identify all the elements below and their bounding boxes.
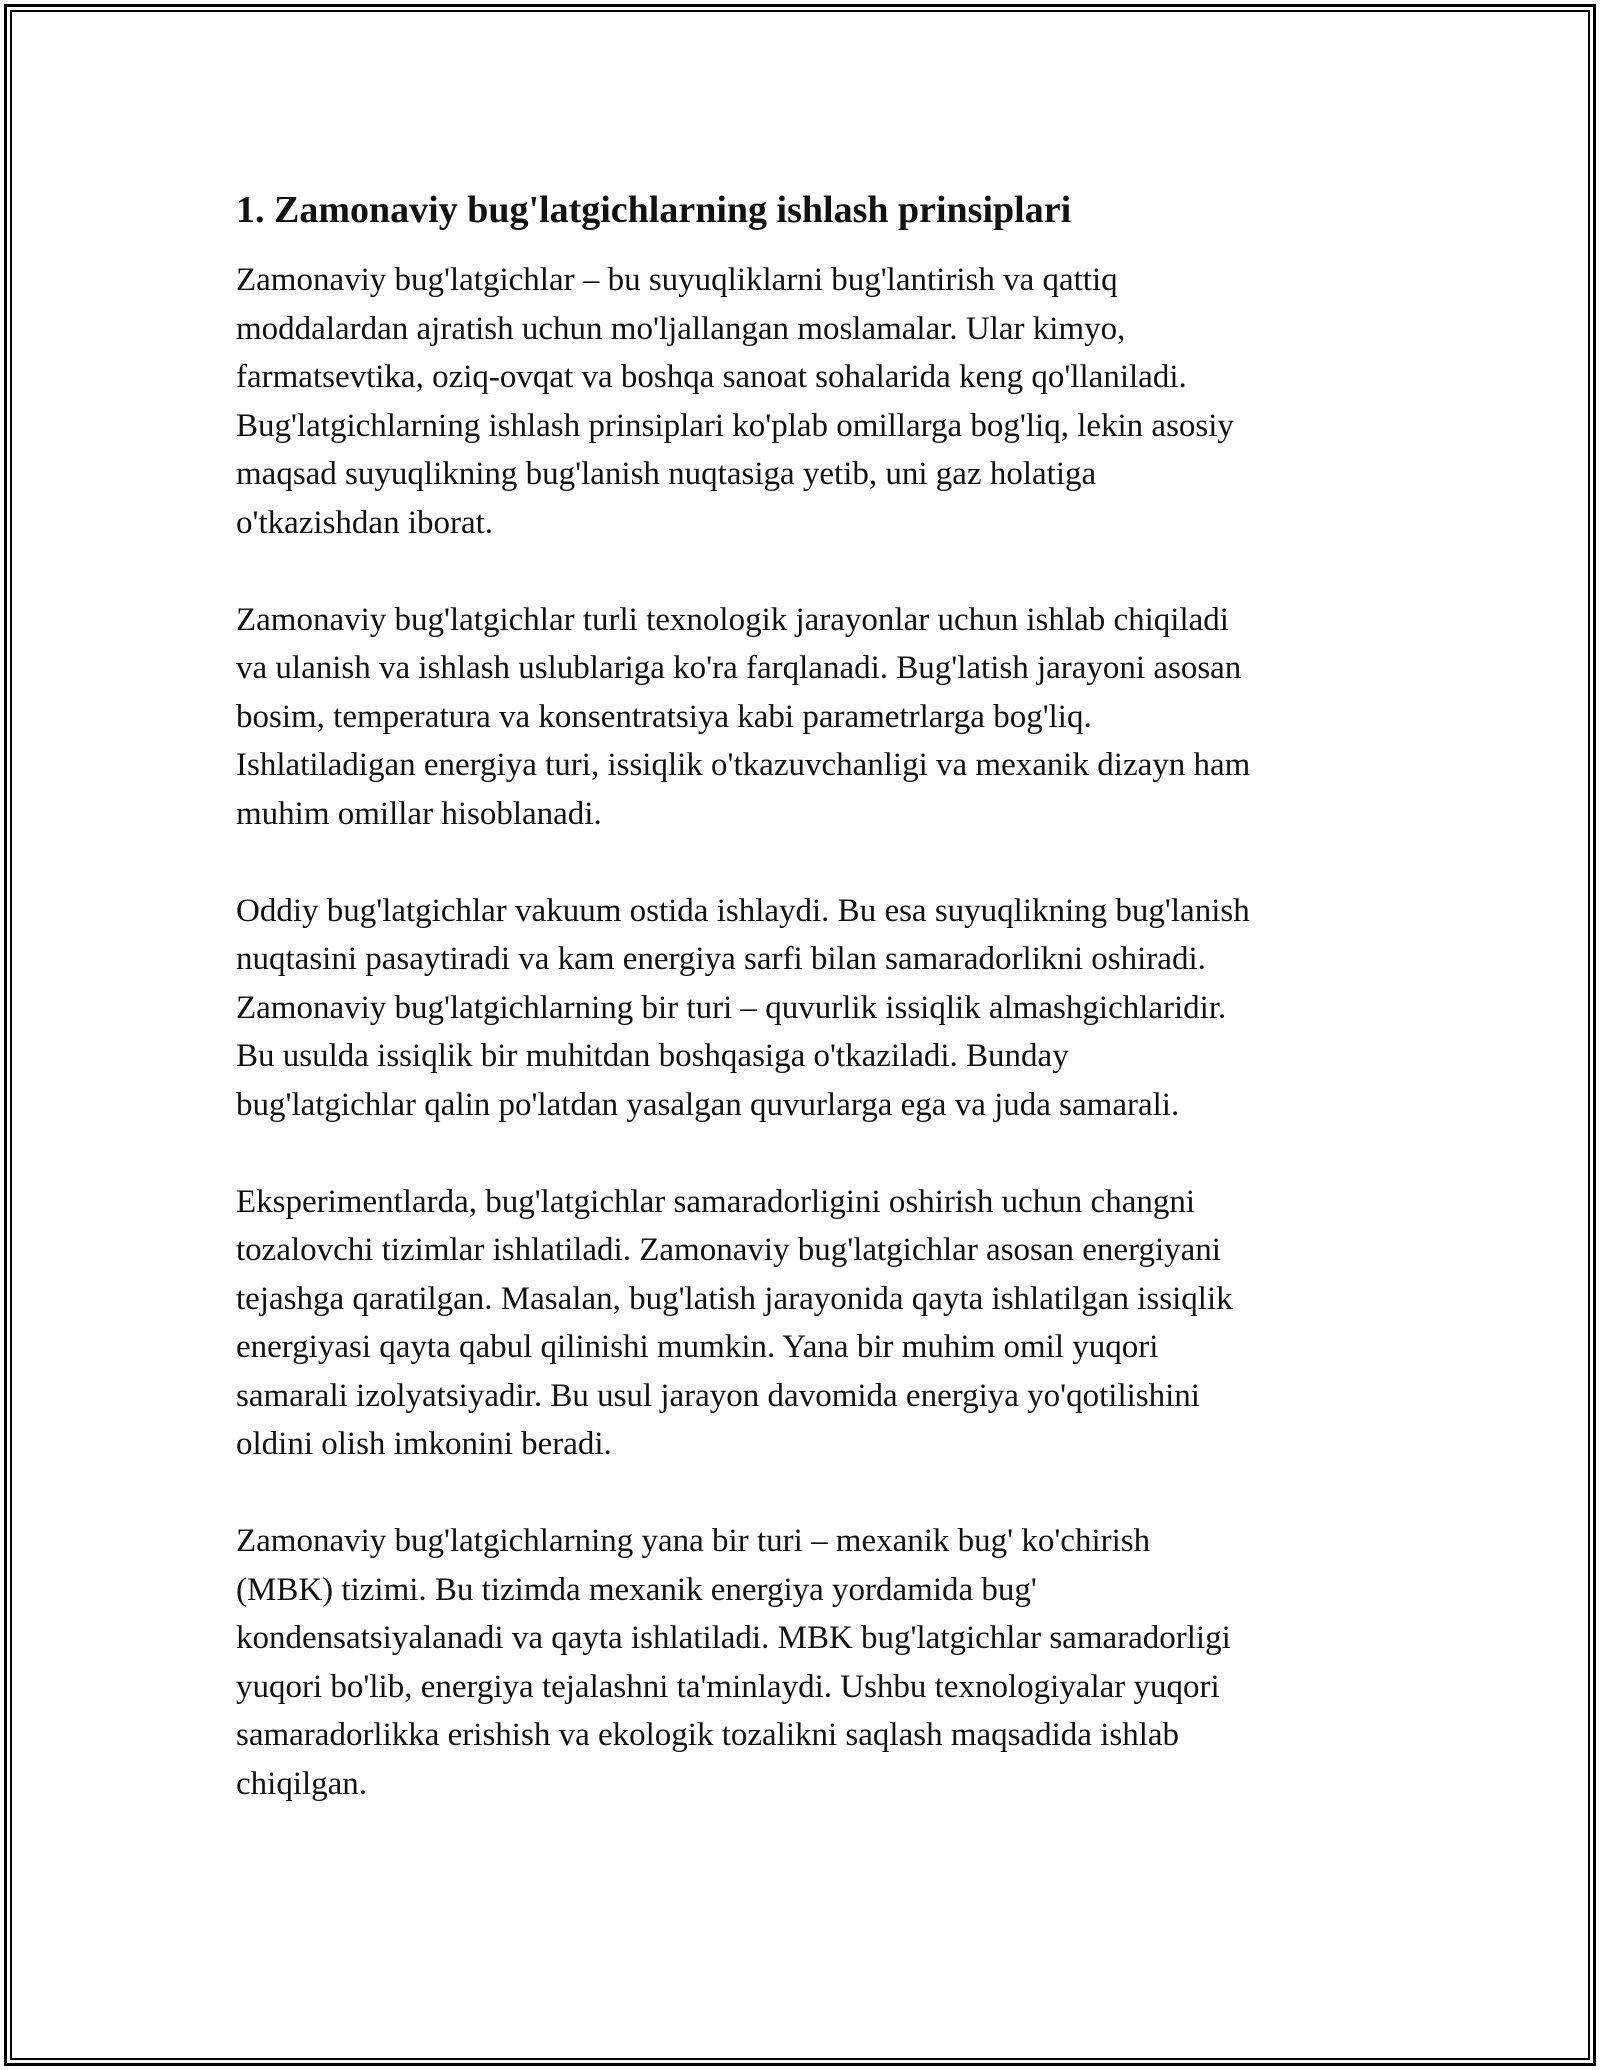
paragraph-line: Zamonaviy bug'latgichlarning yana bir turi – mexanik bug' ko'chirish bbox=[236, 1523, 1151, 1559]
paragraph-line: nuqtasini pasaytiradi va kam energiya sarfi bilan samaradorlikni oshiradi. bbox=[236, 941, 1206, 977]
paragraph-line: kondensatsiyalanadi va qayta ishlatiladi. MBK bug'latgichlar samaradorligi bbox=[236, 1620, 1231, 1656]
paragraph-line: samarali izolyatsiyadir. Bu usul jarayon davomida energiya yo'qotilishini bbox=[236, 1377, 1200, 1414]
paragraph-line: energiyasi qayta qabul qilinishi mumkin. Yana bir muhim omil yuqori bbox=[236, 1329, 1159, 1365]
paragraph-line: tejashga qaratilgan. Masalan, bug'latish jarayonida qayta ishlatilgan issiqlik bbox=[236, 1280, 1233, 1317]
paragraph-line: Ishlatiladigan energiya turi, issiqlik o'tkazuvchanligi va mexanik dizayn ham bbox=[236, 747, 1251, 783]
paragraph bbox=[236, 1178, 1366, 1469]
paragraph bbox=[236, 1517, 1366, 1808]
paragraph-line: muhim omillar hisoblanadi. bbox=[236, 795, 602, 832]
paragraph-line: moddalardan ajratish uchun mo'ljallangan moslamalar. Ular kimyo, bbox=[236, 310, 1126, 347]
paragraph-line: Eksperimentlarda, bug'latgichlar samaradorligini oshirish uchun changni bbox=[236, 1183, 1196, 1220]
paragraph-line: Zamonaviy bug'latgichlar turli texnologik jarayonlar uchun ishlab chiqiladi bbox=[236, 601, 1229, 638]
section-heading: 1. Zamonaviy bug'latgichlarning ishlash prinsiplari bbox=[236, 189, 1072, 231]
paragraph bbox=[236, 887, 1366, 1130]
paragraph-line: Bug'latgichlarning ishlash prinsiplari ko'plab omillarga bog'liq, lekin asosiy bbox=[236, 407, 1234, 444]
paragraph bbox=[236, 596, 1366, 839]
paragraph-line: tozalovchi tizimlar ishlatiladi. Zamonaviy bug'latgichlar asosan energiyani bbox=[236, 1232, 1221, 1268]
paragraph-line: Zamonaviy bug'latgichlar – bu suyuqliklarni bug'lantirish va qattiq bbox=[236, 262, 1118, 298]
paragraph-line: chiqilgan. bbox=[236, 1765, 368, 1802]
paragraph-line: bosim, temperatura va konsentratsiya kabi parametrlarga bog'liq. bbox=[236, 698, 1092, 735]
paragraph-line: yuqori bo'lib, energiya tejalashni ta'minlaydi. Ushbu texnologiyalar yuqori bbox=[236, 1668, 1220, 1705]
paragraph-line: va ulanish va ishlash uslublariga ko'ra farqlanadi. Bug'latish jarayoni asosan bbox=[236, 650, 1242, 686]
paragraph bbox=[236, 256, 1366, 547]
paragraph-line: Zamonaviy bug'latgichlarning bir turi – quvurlik issiqlik almashgichlaridir. bbox=[236, 989, 1227, 1026]
paragraph-line: farmatsevtika, oziq-ovqat va boshqa sanoat sohalarida keng qo'llaniladi. bbox=[236, 359, 1187, 395]
paragraph-line: o'tkazishdan iborat. bbox=[236, 504, 494, 541]
paragraph-line: oldini olish imkonini beradi. bbox=[236, 1426, 612, 1462]
paragraph-line: maqsad suyuqlikning bug'lanish nuqtasiga yetib, uni gaz holatiga bbox=[236, 456, 1097, 492]
paragraph-line: Bu usulda issiqlik bir muhitdan boshqasiga o'tkaziladi. Bunday bbox=[236, 1038, 1069, 1074]
paragraph-line: samaradorlikka erishish va ekologik tozalikni saqlash maqsadida ishlab bbox=[236, 1717, 1180, 1753]
paragraph-list bbox=[236, 256, 1366, 1808]
document-body bbox=[236, 186, 1366, 1857]
paragraph-line: (MBK) tizimi. Bu tizimda mexanik energiya yordamida bug' bbox=[236, 1571, 1037, 1608]
paragraph-line: Oddiy bug'latgichlar vakuum ostida ishlaydi. Bu esa suyuqlikning bug'lanish bbox=[236, 892, 1250, 929]
paragraph-line: bug'latgichlar qalin po'latdan yasalgan quvurlarga ega va juda samarali. bbox=[236, 1086, 1180, 1123]
